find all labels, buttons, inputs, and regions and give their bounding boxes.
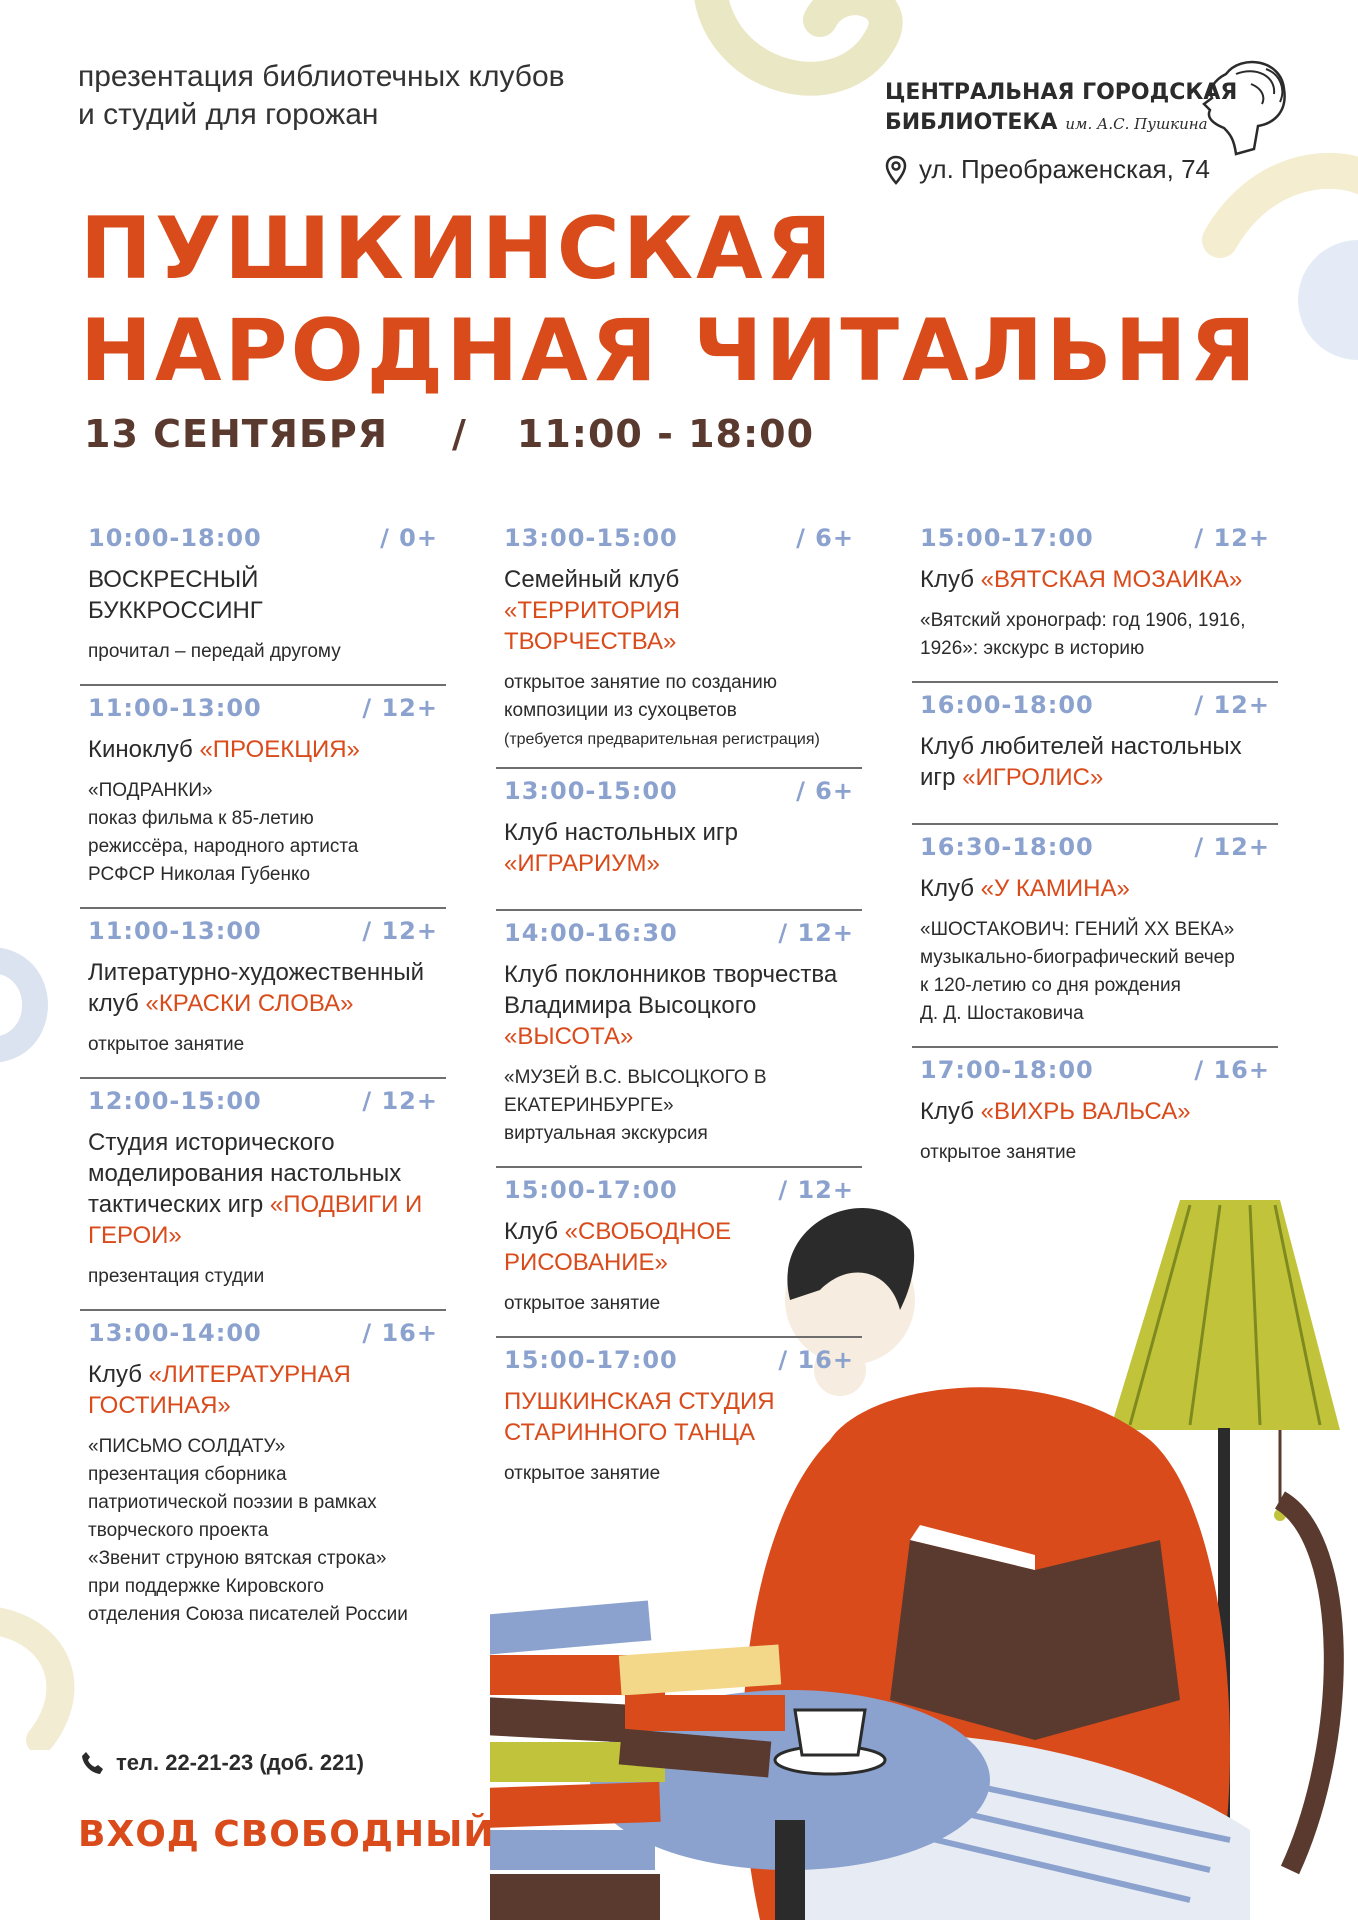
schedule-event — [912, 1048, 1278, 1185]
location-pin-icon — [885, 155, 907, 185]
event-header — [504, 1346, 854, 1374]
pushkin-portrait-icon — [1196, 54, 1292, 164]
event-description-line: открытое занятие по созданию — [504, 672, 778, 693]
title-line: НАРОДНАЯ ЧИТАЛЬНЯ — [80, 301, 1259, 401]
event-time: 11:00-13:00 — [88, 917, 262, 945]
event-name — [920, 873, 1270, 904]
event-name-plain: Клуб любителей настольных игр — [920, 733, 1242, 791]
blue-arc-left — [0, 940, 70, 1070]
event-time: 15:00-17:00 — [504, 1176, 678, 1204]
event-time: 12:00-15:00 — [88, 1087, 262, 1115]
event-name — [504, 1386, 854, 1448]
event-description — [504, 1064, 854, 1148]
event-date: 13 СЕНТЯБРЯ — [84, 412, 389, 456]
schedule-column-1 — [80, 516, 446, 1647]
schedule-event — [80, 1311, 446, 1647]
event-description — [504, 1290, 854, 1318]
event-time: 11:00-13:00 — [88, 694, 262, 722]
library-name-word: БИБЛИОТЕКА — [885, 110, 1058, 135]
event-age-rating: / 6+ — [796, 777, 854, 805]
event-datetime — [84, 412, 814, 456]
event-time: 15:00-17:00 — [920, 524, 1094, 552]
event-age-rating: / 12+ — [362, 694, 438, 722]
event-description-line: показ фильма к 85-летию — [88, 808, 314, 829]
event-description — [920, 916, 1270, 1028]
event-name-accent: «ТЕРРИТОРИЯ ТВОРЧЕСТВА» — [504, 597, 681, 655]
schedule-event — [80, 516, 446, 686]
event-name-accent: «ВИХРЬ ВАЛЬСА» — [980, 1098, 1191, 1125]
event-description-line: музыкально-биографический вечер — [920, 947, 1235, 968]
event-description — [504, 1460, 854, 1488]
event-description — [920, 1139, 1270, 1167]
free-entry-label: ВХОД СВОБОДНЫЙ — [78, 1814, 495, 1855]
event-name-plain: Киноклуб — [88, 736, 200, 763]
event-description-line: композиции из сухоцветов — [504, 700, 737, 721]
event-name — [920, 564, 1270, 595]
event-description — [920, 607, 1270, 663]
event-name-accent: «ВЯТСКАЯ МОЗАИКА» — [980, 566, 1243, 593]
event-description-line: презентация студии — [88, 1266, 265, 1287]
event-description-line: открытое занятие — [88, 1034, 245, 1055]
event-description-line: открытое занятие — [504, 1463, 661, 1484]
phone-contact — [80, 1750, 364, 1776]
event-description-line: творческого проекта — [88, 1520, 269, 1541]
event-description-line: отделения Союза писателей России — [88, 1604, 408, 1625]
event-name-plain: Литературно-художественный клуб — [88, 959, 424, 1017]
event-description-line: РСФСР Николая Губенко — [88, 864, 311, 885]
intro-line: и студий для горожан — [78, 98, 379, 131]
event-name — [88, 734, 438, 765]
event-header — [504, 777, 854, 805]
event-description-line: «ШОСТАКОВИЧ: ГЕНИЙ XX ВЕКА» — [920, 919, 1235, 940]
event-header — [88, 524, 438, 552]
event-name — [504, 817, 854, 879]
event-description-line: прочитал – передай другому — [88, 641, 341, 662]
phone-icon — [80, 1750, 106, 1776]
event-description — [88, 638, 438, 666]
schedule-event — [496, 1338, 862, 1506]
event-name-accent: «ИГРАРИУМ» — [504, 850, 660, 877]
event-age-rating: / 16+ — [362, 1319, 438, 1347]
event-age-rating: / 6+ — [796, 524, 854, 552]
event-header — [88, 917, 438, 945]
event-header — [88, 694, 438, 722]
event-header — [88, 1087, 438, 1115]
event-description-line: Д. Д. Шостаковича — [920, 1003, 1084, 1024]
schedule-column-3 — [912, 516, 1278, 1185]
schedule-event — [912, 516, 1278, 683]
event-name-accent: «ПОДВИГИ И ГЕРОИ» — [88, 1191, 423, 1249]
schedule-event — [496, 769, 862, 911]
event-time: 16:00-18:00 — [920, 691, 1094, 719]
schedule-event — [496, 516, 862, 769]
phone-text: тел. 22-21-23 (доб. 221) — [116, 1750, 364, 1775]
event-header — [504, 524, 854, 552]
event-name-accent: «ИГРОЛИС» — [962, 764, 1104, 791]
event-description-line: к 120-летию со дня рождения — [920, 975, 1181, 996]
event-time: 13:00-14:00 — [88, 1319, 262, 1347]
event-description — [88, 777, 438, 889]
event-name-plain: Клуб — [920, 1098, 981, 1125]
event-name-accent: «У КАМИНА» — [980, 875, 1130, 902]
event-age-rating: / 12+ — [778, 919, 854, 947]
schedule-event — [496, 911, 862, 1168]
schedule-event — [912, 683, 1278, 825]
event-name — [88, 1127, 438, 1251]
event-name — [504, 564, 854, 657]
event-description-line: патриотической поэзии в рамках — [88, 1492, 377, 1513]
event-name — [920, 1096, 1270, 1127]
event-description-line: режиссёра, народного артиста — [88, 836, 359, 857]
event-name — [88, 957, 438, 1019]
event-time: 10:00-18:00 — [88, 524, 262, 552]
event-time: 14:00-16:30 — [504, 919, 678, 947]
event-header — [504, 919, 854, 947]
event-name-accent: «ЛИТЕРАТУРНАЯ ГОСТИНАЯ» — [88, 1361, 351, 1419]
event-name — [920, 731, 1270, 793]
event-description-line: «Вятский хронограф: год 1906, 1916, — [920, 610, 1246, 631]
schedule-event — [80, 686, 446, 909]
event-name-plain: Клуб — [920, 566, 981, 593]
blue-circle-right — [1288, 240, 1358, 360]
event-description — [504, 669, 854, 725]
event-header — [920, 1056, 1270, 1084]
event-name-plain: Студия исторического моделирования настольных тактических игр — [88, 1129, 402, 1218]
event-name-accent: «СВОБОДНОЕ РИСОВАНИЕ» — [504, 1218, 732, 1276]
schedule-column-2 — [496, 516, 862, 1506]
event-name — [88, 564, 438, 626]
event-age-rating: / 16+ — [778, 1346, 854, 1374]
address-text: ул. Преображенская, 74 — [919, 154, 1210, 184]
event-description-line: при поддержке Кировского — [88, 1576, 324, 1597]
event-description-line: «Звенит струною вятская строка» — [88, 1548, 387, 1569]
library-address — [885, 154, 1210, 185]
event-description — [88, 1433, 438, 1629]
event-header — [920, 524, 1270, 552]
event-time: 16:30-18:00 — [920, 833, 1094, 861]
event-name-plain: Клуб поклонников творчества Владимира Высоцкого — [504, 961, 838, 1019]
event-time: 17:00-18:00 — [920, 1056, 1094, 1084]
event-time: 15:00-17:00 — [504, 1346, 678, 1374]
event-header — [920, 691, 1270, 719]
event-name — [504, 1216, 854, 1278]
library-signature: им. А.С. Пушкина — [1065, 115, 1208, 133]
schedule-event — [80, 909, 446, 1079]
event-description-line: виртуальная экскурсия — [504, 1123, 708, 1144]
event-name-accent: «КРАСКИ СЛОВА» — [145, 990, 354, 1017]
event-description-line: ЕКАТЕРИНБУРГЕ» — [504, 1095, 674, 1116]
event-name-accent: «ПРОЕКЦИЯ» — [199, 736, 360, 763]
event-description-line: «МУЗЕЙ В.С. ВЫСОЦКОГО В — [504, 1067, 767, 1088]
event-description-line: 1926»: экскурс в историю — [920, 638, 1145, 659]
event-description-line: «ПОДРАНКИ» — [88, 780, 213, 801]
event-age-rating: / 12+ — [1194, 833, 1270, 861]
event-time: 13:00-15:00 — [504, 524, 678, 552]
event-age-rating: / 12+ — [362, 917, 438, 945]
event-header — [504, 1176, 854, 1204]
title-line: ПУШКИНСКАЯ — [80, 199, 835, 299]
event-time: 13:00-15:00 — [504, 777, 678, 805]
library-name-line1: ЦЕНТРАЛЬНАЯ ГОРОДСКАЯ — [885, 80, 1238, 105]
schedule-event — [80, 1079, 446, 1311]
event-age-rating: / 12+ — [1194, 691, 1270, 719]
event-age-rating: / 16+ — [1194, 1056, 1270, 1084]
event-name-accent: ПУШКИНСКАЯ СТУДИЯ СТАРИННОГО ТАНЦА — [504, 1388, 775, 1446]
intro-text — [78, 58, 565, 134]
library-block — [885, 78, 1237, 139]
event-description-line: «ПИСЬМО СОЛДАТУ» — [88, 1436, 286, 1457]
event-description-line: презентация сборника — [88, 1464, 287, 1485]
event-name-plain: ВОСКРЕСНЫЙ БУККРОССИНГ — [88, 566, 263, 624]
page-title — [80, 198, 1259, 402]
event-hours: 11:00 - 18:00 — [516, 412, 815, 456]
event-name-plain: Семейный клуб — [504, 566, 680, 593]
intro-line: презентация библиотечных клубов — [78, 60, 565, 93]
event-age-rating: / 12+ — [1194, 524, 1270, 552]
event-age-rating: / 12+ — [362, 1087, 438, 1115]
event-description-line: открытое занятие — [920, 1142, 1077, 1163]
event-description — [88, 1263, 438, 1291]
event-description-line: открытое занятие — [504, 1293, 661, 1314]
event-name — [88, 1359, 438, 1421]
schedule-event — [496, 1168, 862, 1338]
event-name-plain: Клуб — [920, 875, 981, 902]
library-name-line2 — [885, 108, 1237, 139]
event-name-plain: Клуб — [504, 1218, 565, 1245]
event-name-plain: Клуб настольных игр — [504, 819, 738, 846]
datetime-separator: / — [452, 412, 467, 456]
event-name — [504, 959, 854, 1052]
event-note: (требуется предварительная регистрация) — [504, 731, 820, 748]
event-header — [920, 833, 1270, 861]
event-description — [88, 1031, 438, 1059]
schedule-event — [912, 825, 1278, 1048]
event-name-plain: Клуб — [88, 1361, 149, 1388]
event-age-rating: / 0+ — [380, 524, 438, 552]
event-age-rating: / 12+ — [778, 1176, 854, 1204]
event-header — [88, 1319, 438, 1347]
event-name-accent: «ВЫСОТА» — [504, 1023, 634, 1050]
